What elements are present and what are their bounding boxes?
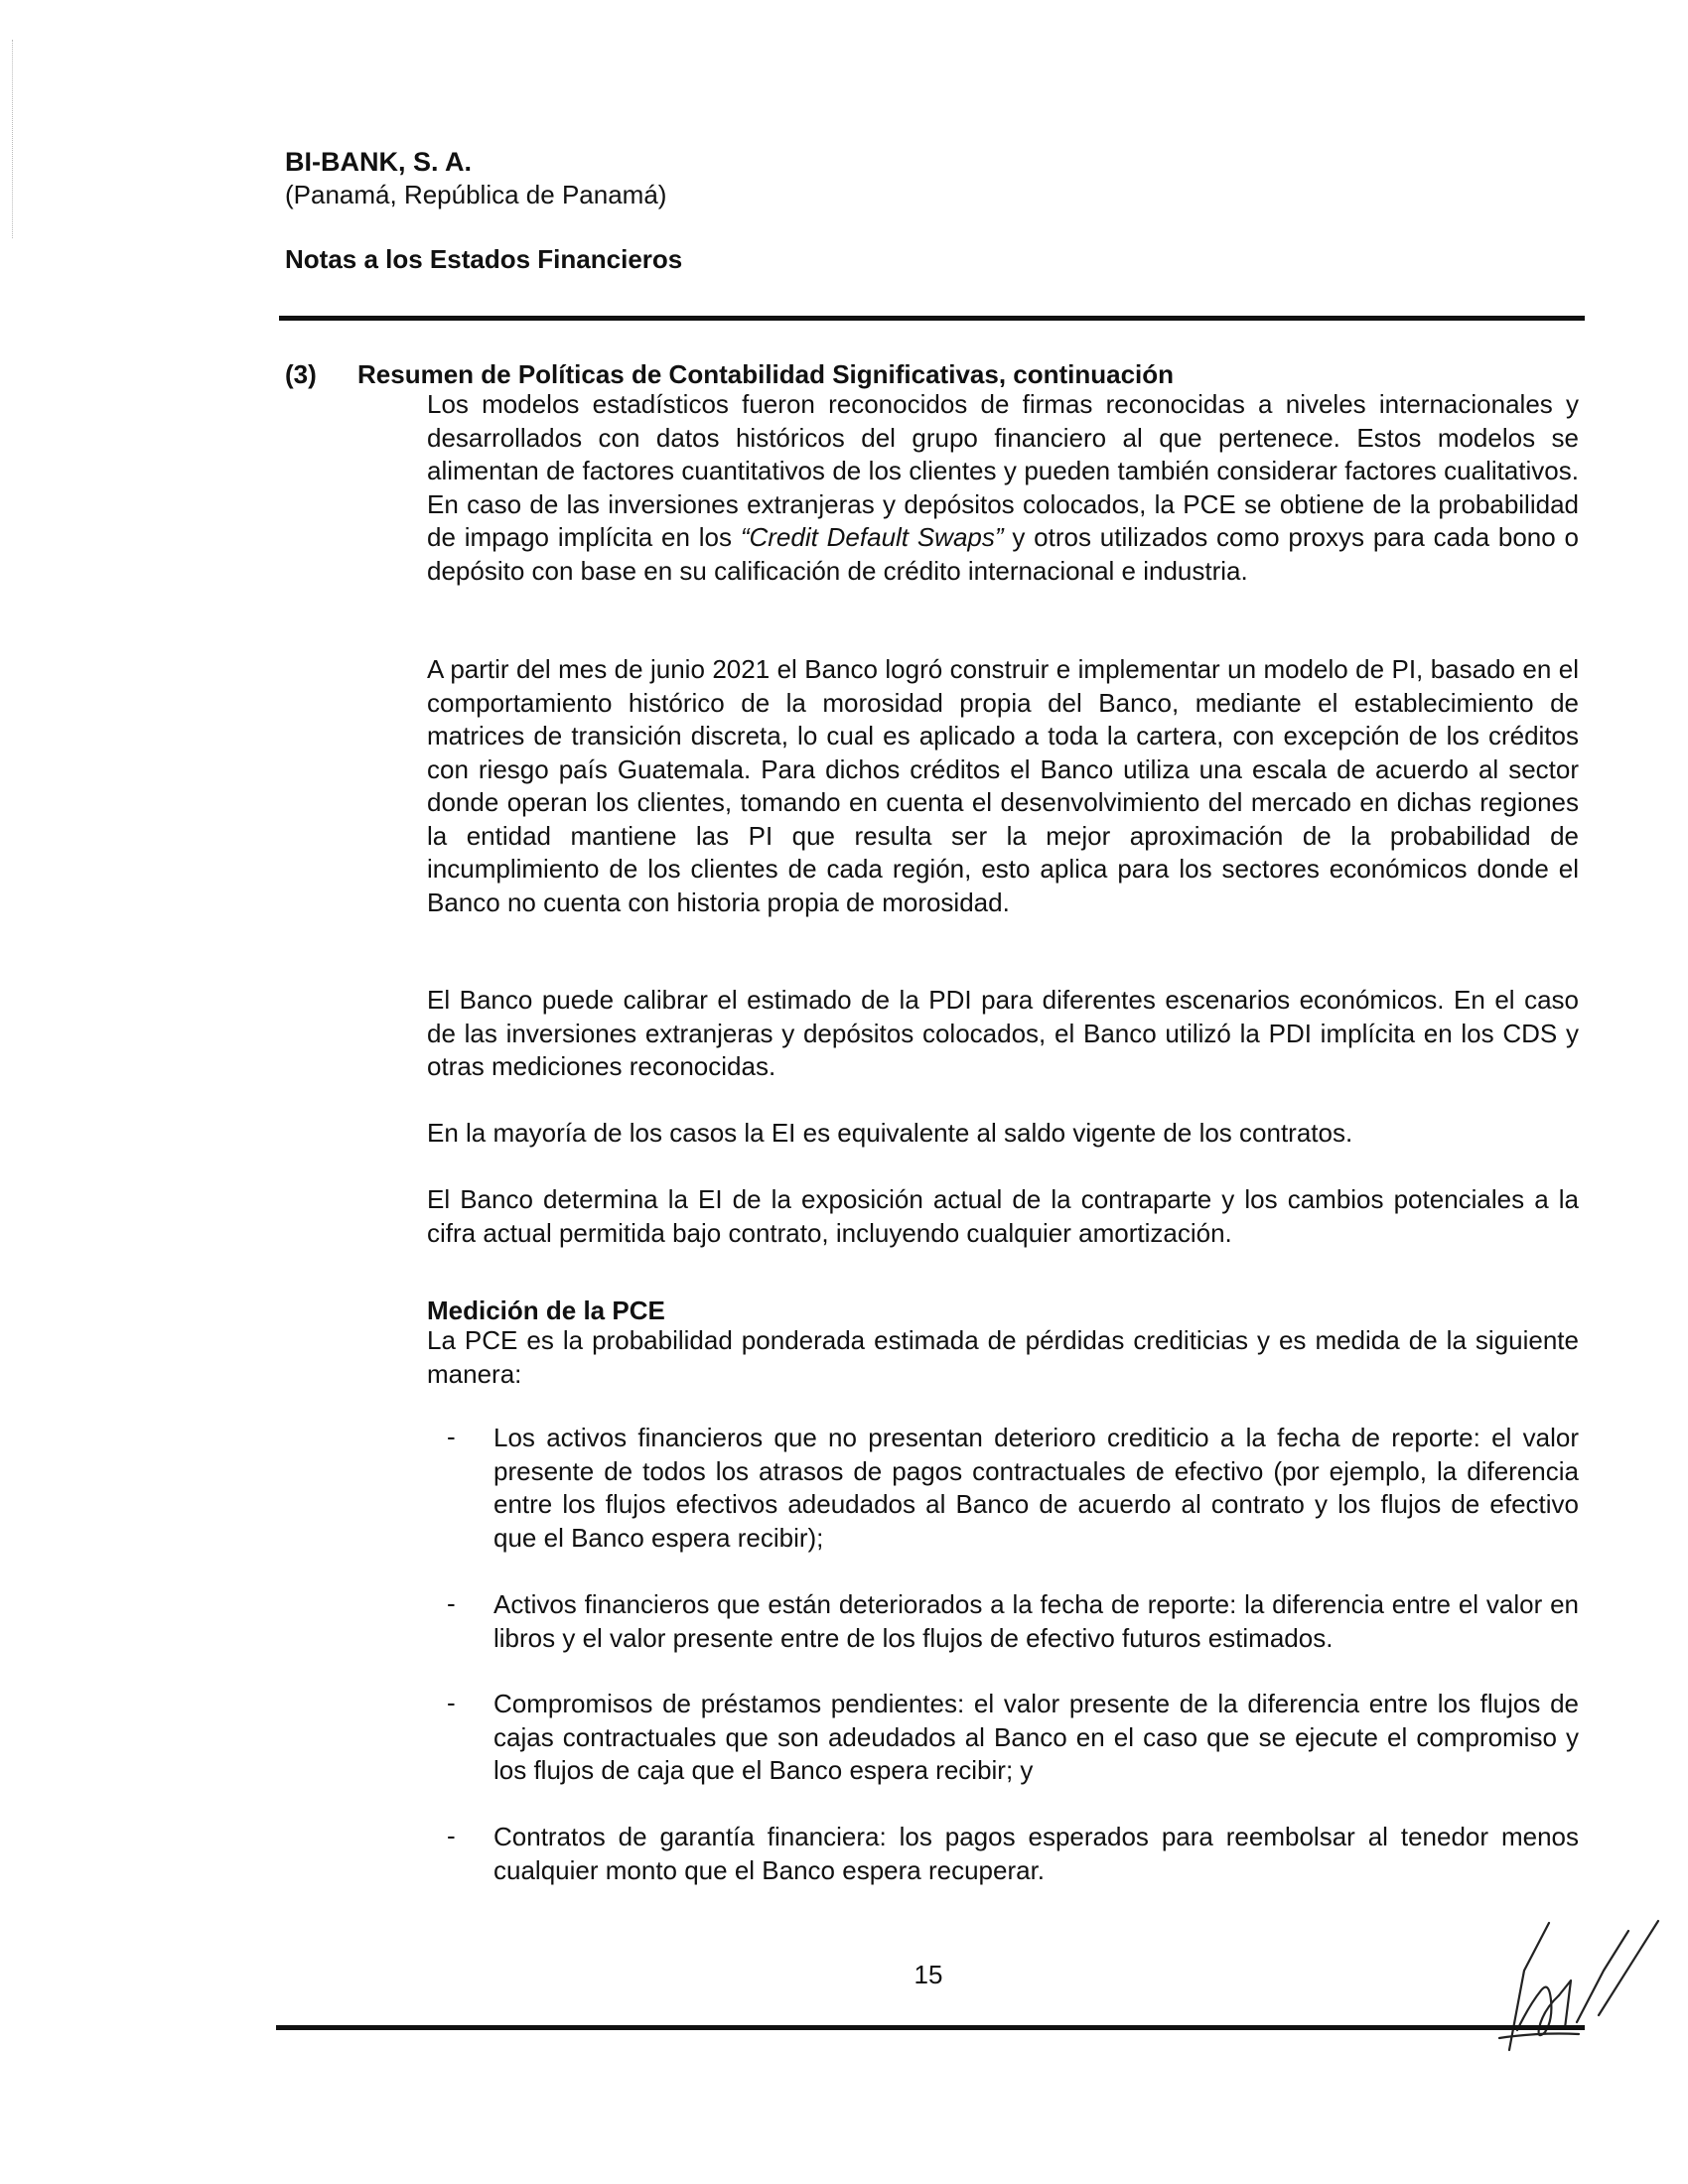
measurement-title: Medición de la PCE xyxy=(427,1296,665,1325)
paragraph-models-text: Los modelos estadísticos fueron reconocidos de firmas reconocidas a niveles internacionales y desarrollados con datos históricos del grupo financiero al que pertenece. Estos modelos se alimentan de factores cuantitativos de los clientes y pueden también considerar factores cualitativos. En caso de las inversiones extranjeras y depósitos colocados, la PCE se obtiene de la probabilidad de impago implícita en los xyxy=(427,389,1579,552)
paragraph-pi-model: A partir del mes de junio 2021 el Banco logró construir e implementar un modelo de PI, basado en el comportamiento histórico de la morosidad propia del Banco, mediante el establecimiento de matrices de transición discreta, lo cual es aplicado a toda la cartera, con excepción de los créditos con riesgo país Guatemala. Para dichos créditos el Banco utiliza una escala de acuerdo al sector donde operan los clientes, tomando en cuenta el desenvolvimiento del mercado en dichas regiones la entidad mantiene las PI que resulta ser la mejor aproximación de la probabilidad de incumplimiento de los clientes de cada región, esto aplica para los sectores económicos donde el Banco no cuenta con historia propia de morosidad. xyxy=(427,654,1579,917)
paragraph-models-end: y otros utilizados como proxys para cada bono o depósito con base en su calificación de crédito internacional e industria. xyxy=(427,522,1579,586)
bullet-dash: - xyxy=(447,1422,456,1451)
section-number: (3) xyxy=(285,359,317,389)
page-number: 15 xyxy=(914,1960,943,1989)
paragraph-ei-balance: En la mayoría de los casos la EI es equivalente al saldo vigente de los contratos. xyxy=(427,1118,1353,1148)
scan-edge-mark xyxy=(12,40,14,238)
bullet-item: Compromisos de préstamos pendientes: el valor presente de la diferencia entre los flujos de cajas contractuales que son adeudados al Banco en el caso que se ejecute el compromiso y los flujos de caja que el Banco espera recibir; y xyxy=(493,1689,1579,1785)
paragraph-pdi: El Banco puede calibrar el estimado de la PDI para diferentes escenarios económicos. En el caso de las inversiones extranjeras y depósitos colocados, el Banco utilizó la PDI implícita en los CDS y otras mediciones reconocidas. xyxy=(427,985,1579,1081)
document-title: Notas a los Estados Financieros xyxy=(285,244,683,274)
bullet-item: Los activos financieros que no presentan deterioro crediticio a la fecha de reporte: el valor presente de todos los atrasos de pagos contractuales de efectivo (por ejemplo, la diferencia entre los flujos efectivos adeudados al Banco de acuerdo al contrato y los flujos de efectivo que el Banco espera recibir); xyxy=(493,1423,1579,1553)
bullet-item: Activos financieros que están deteriorados a la fecha de reporte: la diferencia entre el valor en libros y el valor presente entre de los flujos de efectivo futuros estimados. xyxy=(493,1589,1579,1653)
bullet-item: Contratos de garantía financiera: los pagos esperados para reembolsar al tenedor menos cualquier monto que el Banco espera recuperar. xyxy=(493,1822,1579,1885)
credit-default-swaps-term: “Credit Default Swaps” xyxy=(740,522,1004,552)
section-title: Resumen de Políticas de Contabilidad Significativas, continuación xyxy=(357,359,1175,389)
footer-rule xyxy=(276,2025,1585,2030)
signature xyxy=(1479,1911,1688,2060)
bullet-dash: - xyxy=(447,1588,456,1618)
measurement-intro: La PCE es la probabilidad ponderada estimada de pérdidas crediticias y es medida de la siguiente manera: xyxy=(427,1325,1579,1389)
paragraph-ei-exposure: El Banco determina la EI de la exposición actual de la contraparte y los cambios potenciales a la cifra actual permitida bajo contrato, incluyendo cualquier amortización. xyxy=(427,1184,1579,1248)
bullet-dash: - xyxy=(447,1821,456,1850)
header-rule xyxy=(279,316,1585,321)
company-location: (Panamá, República de Panamá) xyxy=(285,180,667,209)
paragraph-models xyxy=(427,388,1579,588)
company-name: BI-BANK, S. A. xyxy=(285,147,472,177)
bullet-dash: - xyxy=(447,1688,456,1717)
